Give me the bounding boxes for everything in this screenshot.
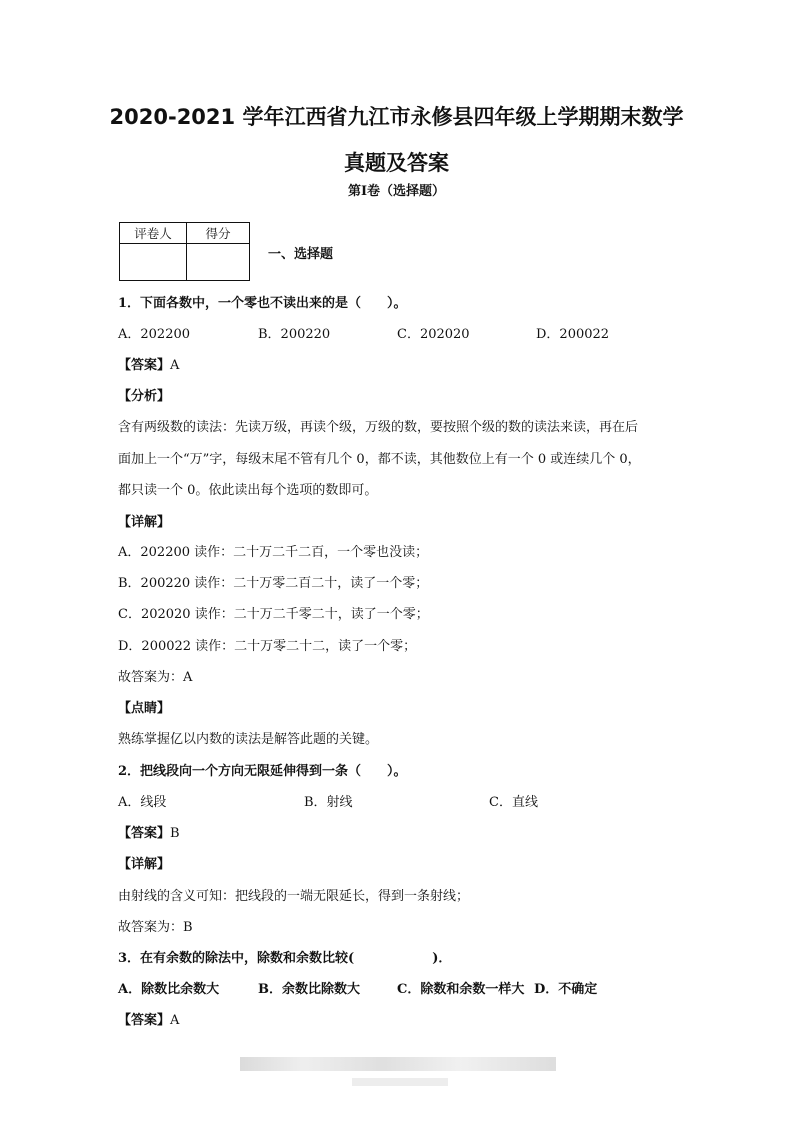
q3-option-a: A．除数比余数大: [118, 982, 220, 997]
q3-option-b: B．余数比除数大: [258, 982, 360, 997]
q3-option-c: C．除数和余数一样大: [397, 982, 525, 997]
q1-options: [118, 323, 678, 341]
q2-answer: [118, 822, 180, 841]
answer-label: 【答案】: [118, 358, 171, 373]
q1-option-a: A．202200: [118, 327, 191, 342]
title-line-2: 真题及答案: [344, 151, 449, 175]
q1-conclusion: 故答案为：A: [118, 670, 193, 685]
answer-value: A: [170, 1013, 180, 1028]
q1-analysis-line-1: 含有两级数的读法：先读万级，再读个级，万级的数，要按照个级的数的读法来读，再在后: [118, 420, 639, 435]
q1-detail-label: 【详解】: [118, 515, 171, 530]
q2-detail-label: 【详解】: [118, 857, 171, 872]
grader-cell-reviewer: [120, 244, 187, 281]
answer-value: A: [170, 358, 180, 373]
q1-option-c: C．202020: [397, 327, 470, 342]
grader-cell-score: [187, 244, 250, 281]
q1-comment: 熟练掌握亿以内数的读法是解答此题的关键。: [118, 732, 379, 747]
q1-detail-line-1: A．202200 读作：二十万二千二百，一个零也没读；: [118, 545, 429, 560]
grader-header-score: 得分: [187, 223, 250, 244]
answer-value: B: [170, 826, 180, 841]
q1-answer: [118, 354, 179, 373]
q3-option-d: D．不确定: [534, 982, 598, 997]
q2-option-c: C．直线: [489, 795, 538, 810]
q1-detail-line-4: D．200022 读作：二十万零二十二，读了一个零；: [118, 639, 417, 654]
q2-stem: 2．把线段向一个方向无限延伸得到一条（ ）。: [118, 764, 407, 779]
q1-option-b: B．200220: [258, 327, 331, 342]
q1-analysis-label: 【分析】: [118, 389, 171, 404]
q2-option-a: A．线段: [118, 795, 167, 810]
volume-subtitle: 第Ⅰ卷（选择题）: [347, 184, 446, 199]
answer-label: 【答案】: [118, 826, 171, 841]
q1-option-d: D．200022: [536, 327, 610, 342]
q2-options: [118, 791, 598, 809]
grader-header-reviewer: 评卷人: [120, 223, 187, 244]
answer-label: 【答案】: [118, 1013, 171, 1028]
q1-comment-label: 【点睛】: [118, 701, 171, 716]
q3-stem: 3．在有余数的除法中，除数和余数比较( )．: [118, 951, 452, 966]
grader-table: [119, 222, 250, 281]
q3-answer: [118, 1009, 179, 1028]
q1-detail-line-2: B．200220 读作：二十万零二百二十，读了一个零；: [118, 576, 429, 591]
q1-stem: 1．下面各数中，一个零也不读出来的是（ ）。: [118, 296, 407, 311]
q1-detail-line-3: C．202020 读作：二十万二千零二十，读了一个零；: [118, 607, 429, 622]
q2-conclusion: 故答案为：B: [118, 920, 193, 935]
document-title: [60, 94, 733, 186]
q1-analysis-line-2: 面加上一个“万”字，每级末尾不管有几个 0，都不读，其他数位上有一个 0 或连续几个 0，: [118, 452, 641, 467]
blurred-footer-watermark: [240, 1057, 556, 1071]
section-heading: 一、选择题: [268, 247, 334, 262]
q2-detail: 由射线的含义可知：把线段的一端无限延长，得到一条射线；: [118, 889, 470, 904]
blurred-footer-watermark-2: [352, 1078, 448, 1086]
q1-analysis-line-3: 都只读一个 0。依此读出每个选项的数即可。: [118, 483, 378, 498]
q3-options: [118, 978, 678, 996]
q2-option-b: B．射线: [304, 795, 353, 810]
title-line-1: 2020-2021 学年江西省九江市永修县四年级上学期期末数学: [109, 105, 684, 129]
